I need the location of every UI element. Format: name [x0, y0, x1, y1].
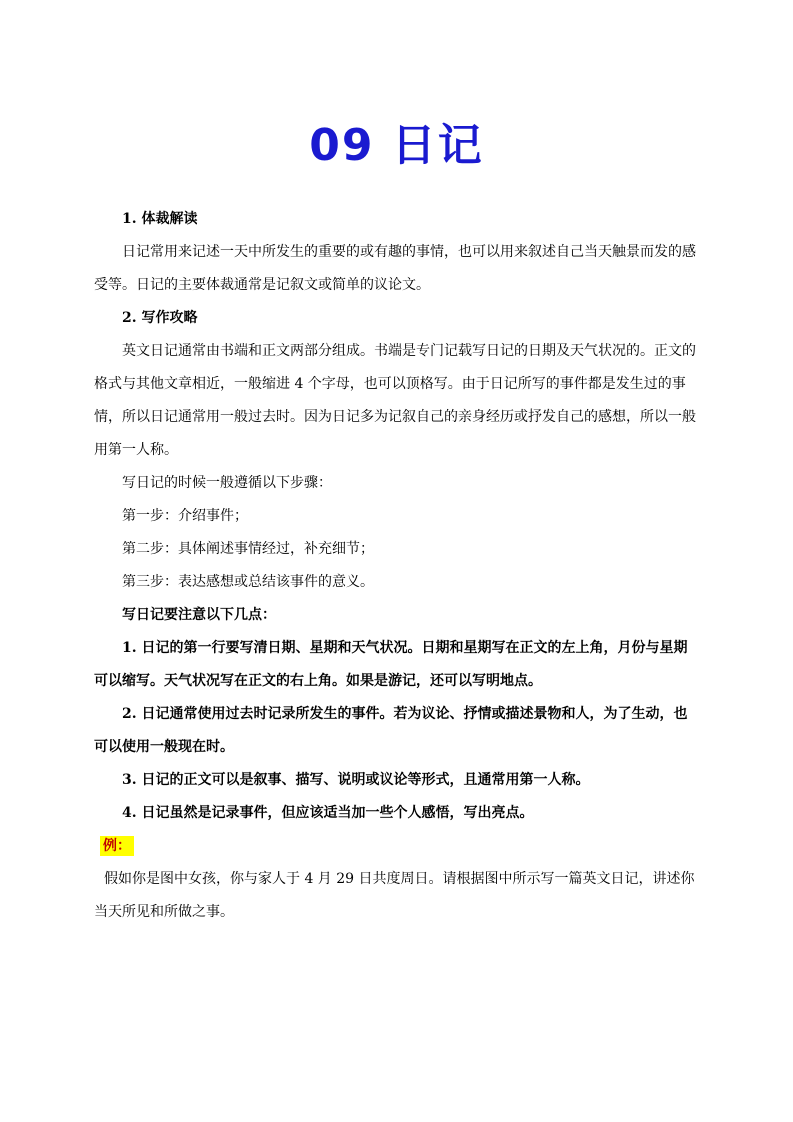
document-body — [94, 203, 700, 929]
example-prompt: 假如你是图中女孩，你与家人于 4 月 29 日共度周日。请根据图中所示写一篇英文日记，讲述你当天所见和所做之事。 — [94, 871, 695, 920]
document-title: 09 日记 — [309, 120, 484, 171]
strategy-paragraph: 英文日记通常由书端和正文两部分组成。书端是专门记载写日记的日期及天气状况的。正文的格式与其他文章相近，一般缩进 4 个字母，也可以顶格写。由于日记所写的事件都是发生过的事情，所以日记通常用一般过去时。因为日记多为记叙自己的亲身经历或抒发自己的感想，所以一般用第一人称。 — [94, 343, 696, 458]
example-label: 例： — [100, 836, 134, 856]
step-item: 第三步：表达感想或总结该事件的意义。 — [122, 574, 374, 590]
step-item: 第二步：具体阐述事情经过，补充细节； — [122, 541, 374, 557]
note-item: 3. 日记的正文可以是叙事、描写、说明或议论等形式，且通常用第一人称。 — [122, 772, 590, 788]
note-item: 4. 日记虽然是记录事件，但应该适当加一些个人感悟，写出亮点。 — [122, 805, 534, 821]
section-heading-strategy: 2. 写作攻略 — [122, 310, 198, 326]
note-item: 1. 日记的第一行要写清日期、星期和天气状况。日期和星期写在正文的左上角，月份与星期可以缩写。天气状况写在正文的右上角。如果是游记，还可以写明地点。 — [94, 640, 688, 689]
notes-intro: 写日记要注意以下几点： — [122, 607, 276, 623]
genre-paragraph: 日记常用来记述一天中所发生的重要的或有趣的事情，也可以用来叙述自己当天触景而发的感受等。日记的主要体裁通常是记叙文或简单的议论文。 — [94, 244, 696, 293]
example-label-row — [94, 830, 700, 863]
section-heading-genre: 1. 体裁解读 — [122, 211, 198, 227]
note-item: 2. 日记通常使用过去时记录所发生的事件。若为议论、抒情或描述景物和人，为了生动，也可以使用一般现在时。 — [94, 706, 688, 755]
steps-intro: 写日记的时候一般遵循以下步骤： — [122, 475, 332, 491]
step-item: 第一步：介绍事件； — [122, 508, 248, 524]
